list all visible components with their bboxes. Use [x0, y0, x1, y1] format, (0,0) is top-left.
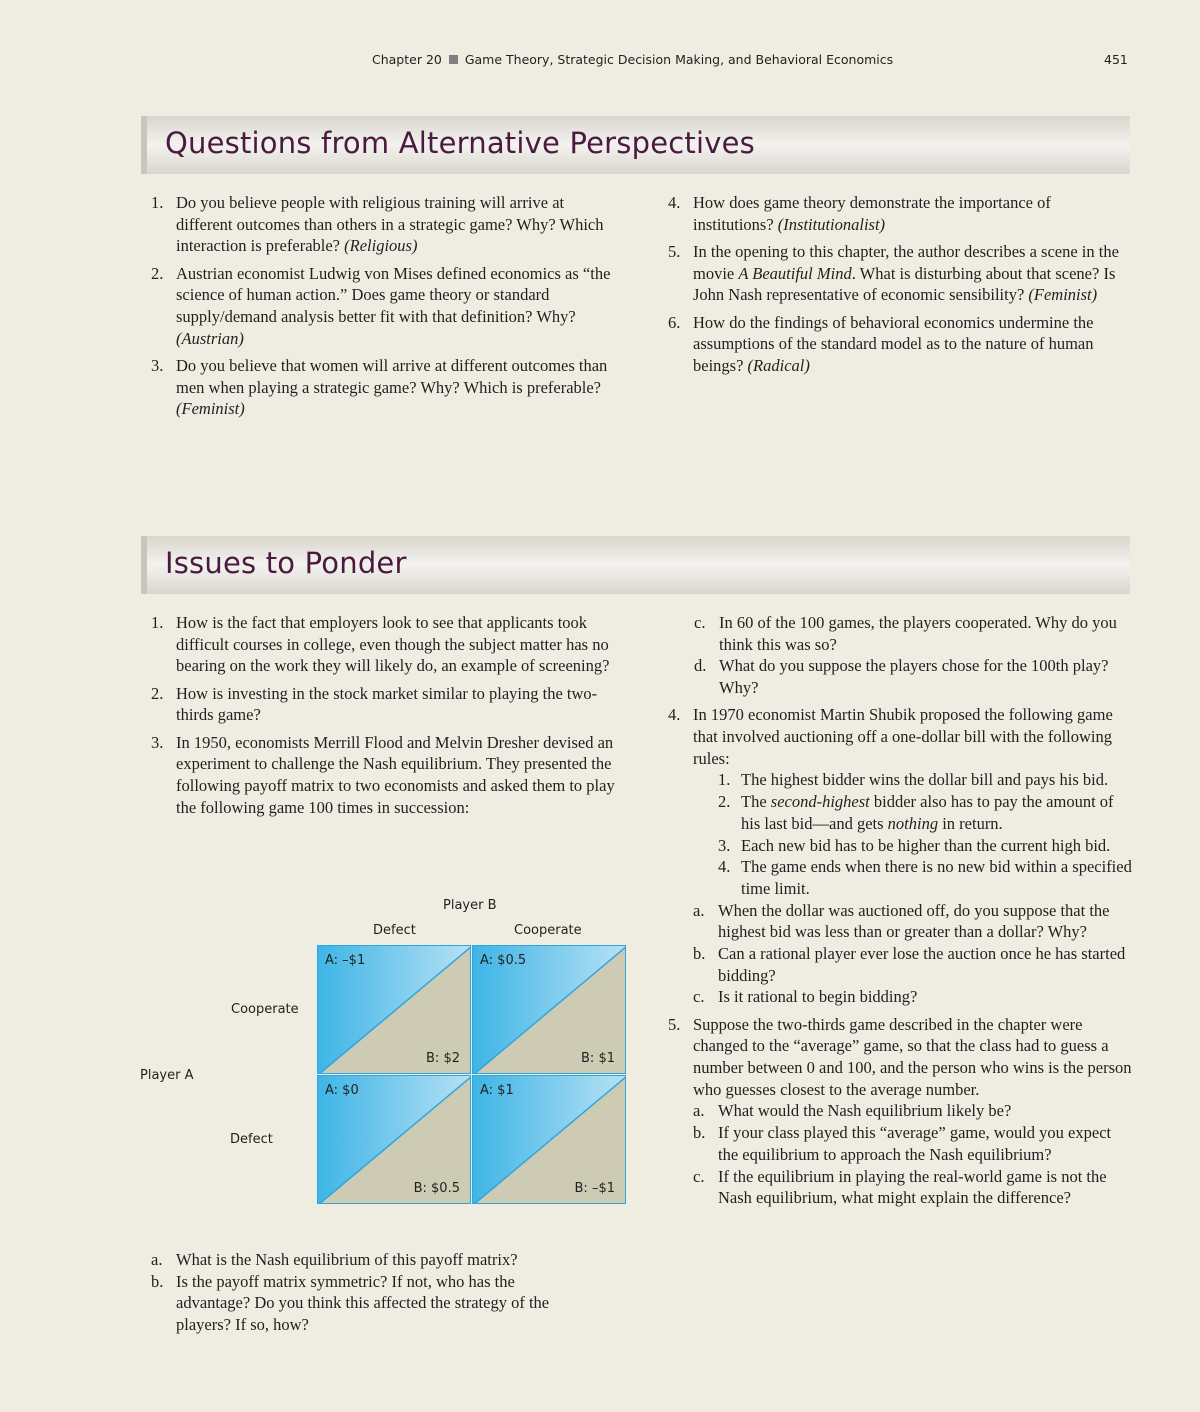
- issues-left-column-bottom: [151, 1249, 591, 1336]
- issue-item: [141, 612, 616, 677]
- sub-question: [693, 1122, 1133, 1165]
- player-b-payoff: B: $1: [581, 1051, 615, 1066]
- alt-perspectives-right-column: [658, 192, 1133, 382]
- item-text: How is investing in the stock market similar to playing the two-thirds game?: [176, 683, 598, 725]
- rule-item: [693, 856, 1133, 899]
- question-item: [658, 312, 1133, 377]
- sub-letter: c.: [694, 613, 706, 632]
- section-header-issues-to-ponder: [141, 536, 1130, 594]
- row-label-cooperate: Cooperate: [231, 1002, 299, 1017]
- question-item: [141, 263, 616, 350]
- sub-question: [693, 1100, 1133, 1122]
- item-number: 5.: [668, 241, 681, 261]
- player-b-payoff: B: –$1: [574, 1181, 615, 1196]
- rule-emphasis: nothing: [887, 813, 939, 833]
- player-a-payoff: A: –$1: [325, 953, 366, 968]
- sub-letter: a.: [151, 1250, 163, 1269]
- auction-rules: [693, 769, 1133, 899]
- item-number: 4.: [668, 705, 681, 725]
- rule-number: 1.: [718, 770, 731, 790]
- sub-text: Is the payoff matrix symmetric? If not, who has the advantage? Do you think this affected the strategy of the players? If so, how?: [176, 1271, 550, 1335]
- question-item: [141, 355, 616, 420]
- rule-number: 2.: [718, 792, 731, 812]
- item-text: In the opening to this chapter, the author describes a scene in the movie: [693, 241, 1119, 283]
- payoff-cell: [472, 945, 626, 1074]
- payoff-cell: [317, 945, 471, 1074]
- running-header: [372, 52, 893, 67]
- sub-question: [693, 900, 1133, 943]
- square-bullet-icon: [449, 55, 458, 64]
- sub-letter: d.: [694, 656, 707, 676]
- alt-perspectives-left-column: [141, 192, 616, 426]
- section-title: Questions from Alternative Perspectives: [165, 126, 755, 160]
- rule-number: 4.: [718, 857, 731, 877]
- item-number: 3.: [151, 355, 164, 375]
- page-number: 451: [1104, 52, 1128, 67]
- perspective-tag: (Religious): [344, 236, 418, 256]
- item-number: 2.: [151, 683, 164, 703]
- rule-number: 3.: [718, 835, 731, 855]
- rule-emphasis: second-highest: [770, 792, 870, 812]
- q4-sub-questions: [693, 900, 1133, 1009]
- sub-text: What is the Nash equilibrium of this payoff matrix?: [176, 1250, 518, 1269]
- issues-left-column-top: [141, 612, 616, 824]
- sub-text: What do you suppose the players chose for the 100th play? Why?: [719, 656, 1109, 698]
- sub-text: Can a rational player ever lose the auction once he has started bidding?: [718, 944, 1126, 985]
- item-text: . What is disturbing about that scene? Is John Nash representative of economic sensibility?: [693, 263, 1116, 305]
- sub-text: Is it rational to begin bidding?: [718, 987, 918, 1007]
- player-a-payoff: A: $1: [480, 1083, 514, 1098]
- sub-question: [694, 612, 1133, 655]
- rule-text: Each new bid has to be higher than the current high bid.: [741, 835, 1111, 855]
- issue-item: [141, 683, 616, 726]
- item-number: 6.: [668, 312, 681, 332]
- player-b-label: Player B: [443, 898, 497, 913]
- sub-letter: b.: [693, 944, 706, 964]
- perspective-tag: (Feminist): [176, 399, 245, 419]
- rule-item: [693, 835, 1133, 857]
- issues-right-column: [658, 612, 1133, 1214]
- sub-text: What would the Nash equilibrium likely be?: [718, 1101, 1012, 1121]
- perspective-tag: (Feminist): [1028, 285, 1098, 305]
- rule-text: The highest bidder wins the dollar bill and pays his bid.: [741, 770, 1109, 790]
- item-number: 5.: [668, 1014, 681, 1034]
- item-text: Do you believe people with religious training will arrive at different outcomes than others in a strategic game? Why? Which interaction is preferable?: [176, 193, 604, 256]
- issue-item: [141, 732, 616, 819]
- item-number: 3.: [151, 732, 164, 752]
- sub-letter: b.: [693, 1123, 706, 1143]
- row-label-defect: Defect: [230, 1132, 273, 1147]
- sub-letter: b.: [151, 1271, 164, 1291]
- chapter-title: Game Theory, Strategic Decision Making, and Behavioral Economics: [464, 52, 894, 67]
- player-b-payoff: B: $2: [426, 1051, 460, 1066]
- issue-item: [658, 704, 1133, 1008]
- column-label-cooperate: Cooperate: [514, 923, 582, 938]
- sub-letter: c.: [693, 987, 705, 1007]
- item-text: Do you believe that women will arrive at different outcomes than men when playing a strategic game? Why? Which is preferable?: [176, 355, 608, 397]
- sub-letter: a.: [693, 900, 705, 920]
- payoff-cell: [317, 1075, 471, 1204]
- sub-text: If your class played this “average” game, would you expect the equilibrium to approach the Nash equilibrium?: [718, 1123, 1112, 1164]
- column-label-defect: Defect: [373, 923, 416, 938]
- item-text: How is the fact that employers look to see that applicants took difficult courses in college, even though the subject matter has no bearing on the work they will likely do, an example of screening?: [176, 613, 610, 676]
- sub-question: [693, 943, 1133, 986]
- perspective-tag: (Austrian): [176, 328, 244, 348]
- rule-item: [693, 791, 1133, 834]
- sub-text: When the dollar was auctioned off, do you suppose that the highest bid was less than or greater than a dollar? Why?: [718, 900, 1110, 942]
- player-a-label: Player A: [140, 1068, 194, 1083]
- sub-text: In 60 of the 100 games, the players cooperated. Why do you think this was so?: [719, 613, 1117, 654]
- item-number: 1.: [151, 193, 164, 212]
- sub-letter: c.: [693, 1166, 705, 1186]
- item-text: In 1950, economists Merrill Flood and Melvin Dresher devised an experiment to challenge the Nash equilibrium. They presented the following payoff matrix to two economists and asked them to play the following game 100 times in succession:: [176, 732, 615, 817]
- rule-text: The: [741, 792, 771, 812]
- player-a-payoff: A: $0: [325, 1083, 359, 1098]
- item-text: How does game theory demonstrate the importance of institutions?: [693, 193, 1051, 234]
- sub-question: [693, 986, 1133, 1008]
- item-text: Suppose the two-thirds game described in the chapter were changed to the “average” game, so that the class had to guess a number between 0 and 100, and the person who wins is the person who guesses closest to the average number.: [693, 1014, 1132, 1099]
- q5-sub-questions: [693, 1100, 1133, 1209]
- sub-letter: a.: [693, 1101, 705, 1121]
- item-text: Austrian economist Ludwig von Mises defined economics as “the science of human action.” Does game theory or standard supply/demand analysis better fit with that definition? Why?: [176, 263, 611, 327]
- rule-item: [693, 769, 1133, 791]
- section-header-alternative-perspectives: [141, 116, 1130, 174]
- movie-title: A Beautiful Mind: [738, 263, 852, 283]
- question-item: [141, 192, 616, 257]
- player-b-payoff: B: $0.5: [413, 1181, 460, 1196]
- rule-text: in return.: [938, 813, 1003, 833]
- sub-question: [151, 1249, 591, 1271]
- sub-question: [151, 1271, 591, 1336]
- sub-question: [694, 655, 1133, 698]
- rule-text: The game ends when there is no new bid within a specified time limit.: [741, 857, 1132, 898]
- question-item: [658, 192, 1133, 235]
- rule-text: bidder also has to pay the amount of his last bid—and gets: [741, 792, 1114, 833]
- issue-item: [658, 1014, 1133, 1209]
- player-a-payoff: A: $0.5: [480, 953, 527, 968]
- sub-question: [693, 1166, 1133, 1209]
- perspective-tag: (Institutionalist): [777, 214, 886, 234]
- sub-text: If the equilibrium in playing the real-world game is not the Nash equilibrium, what might explain the difference?: [718, 1166, 1107, 1208]
- item-number: 1.: [151, 613, 164, 632]
- q3-continued: [658, 612, 1133, 699]
- item-text: In 1970 economist Martin Shubik proposed the following game that involved auctioning off a one-dollar bill with the following rules:: [693, 705, 1113, 768]
- perspective-tag: (Radical): [747, 355, 810, 375]
- item-number: 2.: [151, 263, 164, 283]
- question-item: [658, 241, 1133, 306]
- item-text: How do the findings of behavioral economics undermine the assumptions of the standard model as to the nature of human beings?: [693, 312, 1094, 375]
- section-title: Issues to Ponder: [165, 546, 407, 580]
- item-number: 4.: [668, 193, 681, 212]
- chapter-label: Chapter 20: [372, 52, 442, 67]
- payoff-cell: [472, 1075, 626, 1204]
